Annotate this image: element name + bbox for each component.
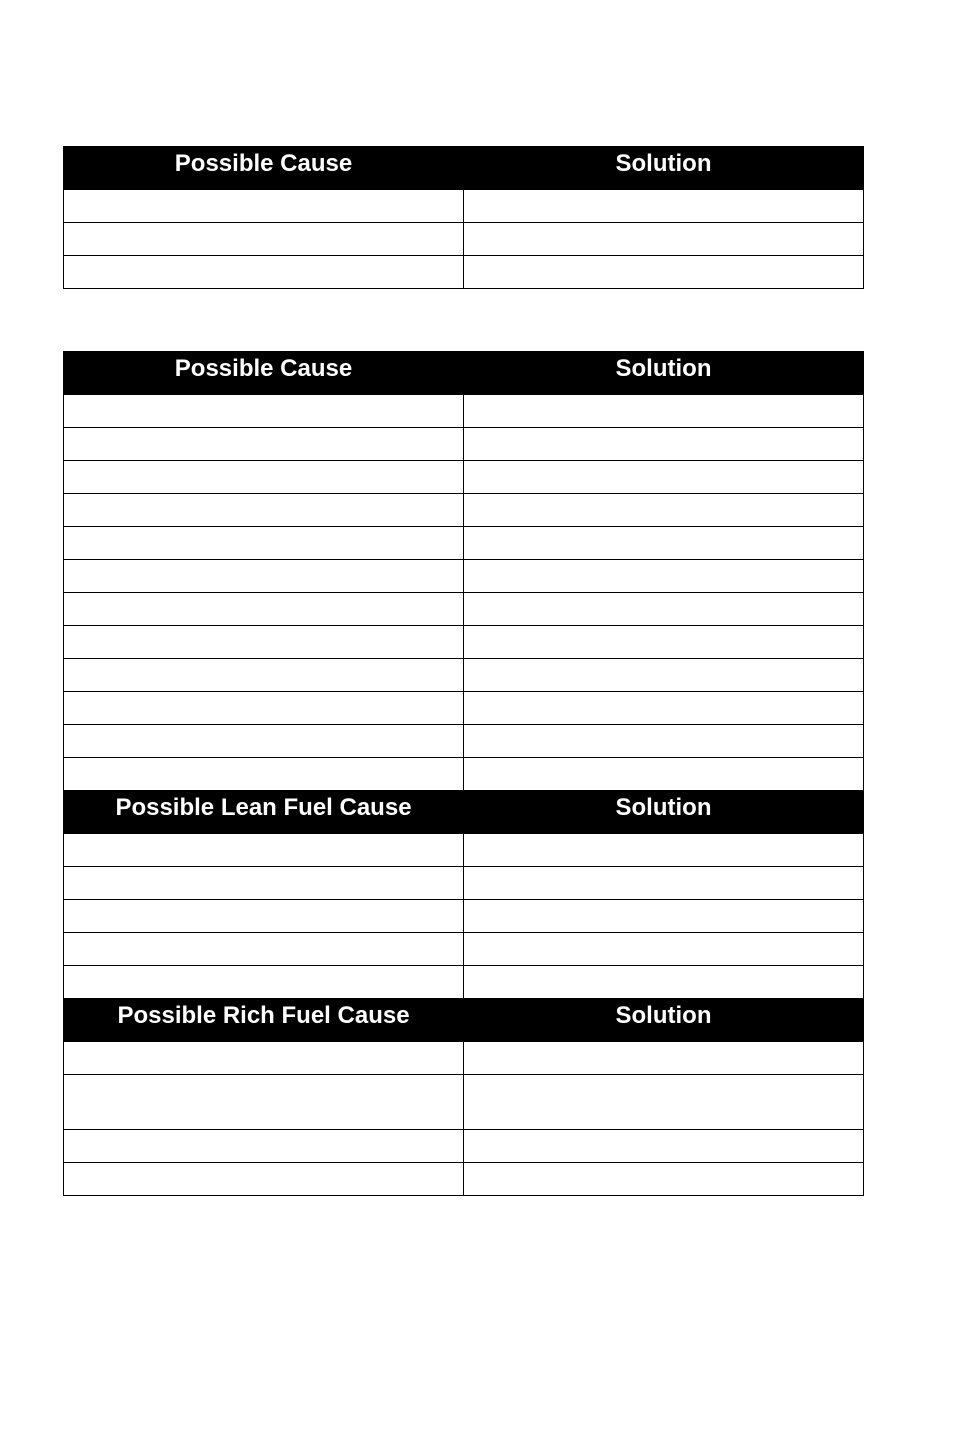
solution-cell — [464, 1042, 864, 1075]
table-row — [64, 867, 864, 900]
column-header-possible-cause: Possible Cause — [64, 147, 464, 190]
table-row — [64, 190, 864, 223]
solution-cell — [464, 560, 864, 593]
table-row — [64, 933, 864, 966]
cause-cell — [64, 933, 464, 966]
cause-cell — [64, 834, 464, 867]
cause-cell — [64, 461, 464, 494]
solution-cell — [464, 692, 864, 725]
table-row — [64, 1130, 864, 1163]
column-header-solution: Solution — [464, 147, 864, 190]
cause-cell — [64, 1075, 464, 1130]
solution-cell — [464, 758, 864, 791]
solution-cell — [464, 626, 864, 659]
table-row — [64, 494, 864, 527]
solution-cell — [464, 223, 864, 256]
table-row — [64, 966, 864, 999]
solution-cell — [464, 1075, 864, 1130]
cause-cell — [64, 867, 464, 900]
solution-cell — [464, 725, 864, 758]
column-header-possible-rich-fuel-cause: Possible Rich Fuel Cause — [64, 999, 464, 1042]
table-row — [64, 1075, 864, 1130]
cause-cell — [64, 223, 464, 256]
column-header-solution: Solution — [464, 791, 864, 834]
table-row — [64, 659, 864, 692]
column-header-solution: Solution — [464, 999, 864, 1042]
table-row — [64, 725, 864, 758]
cause-cell — [64, 966, 464, 999]
table-row — [64, 758, 864, 791]
solution-cell — [464, 900, 864, 933]
section-header-row-lean-fuel — [64, 791, 864, 834]
cause-cell — [64, 1042, 464, 1075]
troubleshooting-table-2 — [63, 351, 864, 1196]
solution-cell — [464, 395, 864, 428]
cause-cell — [64, 190, 464, 223]
table-row — [64, 1042, 864, 1075]
table-row — [64, 692, 864, 725]
cause-cell — [64, 1130, 464, 1163]
cause-cell — [64, 494, 464, 527]
solution-cell — [464, 190, 864, 223]
cause-cell — [64, 659, 464, 692]
cause-cell — [64, 758, 464, 791]
cause-cell — [64, 1163, 464, 1196]
cause-cell — [64, 593, 464, 626]
table-row — [64, 593, 864, 626]
table-row — [64, 461, 864, 494]
table-row — [64, 834, 864, 867]
cause-cell — [64, 692, 464, 725]
solution-cell — [464, 428, 864, 461]
cause-cell — [64, 428, 464, 461]
solution-cell — [464, 593, 864, 626]
solution-cell — [464, 659, 864, 692]
cause-cell — [64, 725, 464, 758]
solution-cell — [464, 933, 864, 966]
cause-cell — [64, 560, 464, 593]
cause-cell — [64, 900, 464, 933]
cause-cell — [64, 395, 464, 428]
solution-cell — [464, 256, 864, 289]
solution-cell — [464, 867, 864, 900]
table-header-row — [64, 147, 864, 190]
table-row — [64, 395, 864, 428]
solution-cell — [464, 1130, 864, 1163]
solution-cell — [464, 527, 864, 560]
table-row — [64, 428, 864, 461]
table-row — [64, 1163, 864, 1196]
table-row — [64, 900, 864, 933]
troubleshooting-table-1 — [63, 146, 864, 289]
solution-cell — [464, 461, 864, 494]
cause-cell — [64, 256, 464, 289]
table-row — [64, 626, 864, 659]
cause-cell — [64, 527, 464, 560]
solution-cell — [464, 834, 864, 867]
table-row — [64, 223, 864, 256]
column-header-possible-cause: Possible Cause — [64, 352, 464, 395]
column-header-possible-lean-fuel-cause: Possible Lean Fuel Cause — [64, 791, 464, 834]
section-header-row-general — [64, 352, 864, 395]
solution-cell — [464, 494, 864, 527]
section-header-row-rich-fuel — [64, 999, 864, 1042]
table-row — [64, 527, 864, 560]
table-row — [64, 256, 864, 289]
solution-cell — [464, 966, 864, 999]
cause-cell — [64, 626, 464, 659]
table-row — [64, 560, 864, 593]
solution-cell — [464, 1163, 864, 1196]
column-header-solution: Solution — [464, 352, 864, 395]
